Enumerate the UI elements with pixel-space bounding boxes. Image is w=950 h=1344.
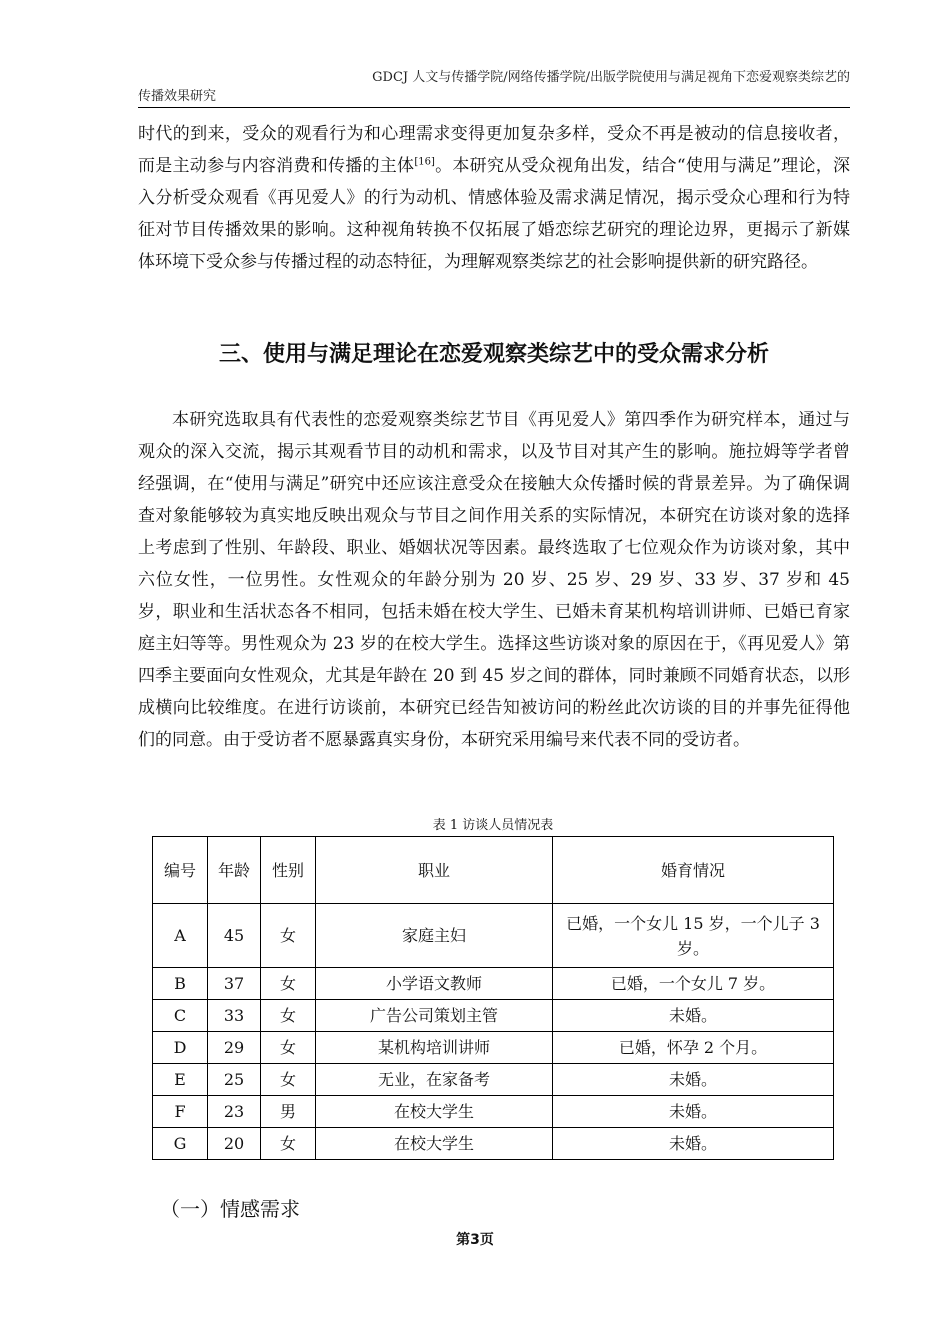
cell-age: 23	[208, 1096, 261, 1128]
paragraph-1-text-b: 。本研究从受众视角出发，结合“使用与满足”理论，深入分析受众观看《再见爱人》的行为动机、情感体验及需求满足情况，揭示受众心理和行为特征对节目传播效果的影响。这种视角转换不仅拓展了婚恋综艺研究的理论边界，更揭示了新媒体环境下受众参与传播过程的动态特征，为理解观察类综艺的社会影响提供新的研究路径。	[138, 156, 850, 272]
table-row	[153, 904, 834, 968]
cell-age: 45	[208, 904, 261, 968]
page-number: 第3页	[456, 1232, 494, 1248]
paragraph-1	[138, 118, 850, 278]
page-header	[138, 68, 850, 106]
table-row	[153, 1032, 834, 1064]
cell-marital: 已婚，一个女儿 15 岁，一个儿子 3 岁。	[553, 904, 834, 968]
header-sex: 性别	[261, 837, 316, 904]
cell-marital: 已婚，一个女儿 7 岁。	[553, 968, 834, 1000]
cell-age: 33	[208, 1000, 261, 1032]
cell-sex: 女	[261, 968, 316, 1000]
citation-mark: [16]	[414, 156, 435, 168]
cell-job: 无业，在家备考	[316, 1064, 553, 1096]
cell-age: 37	[208, 968, 261, 1000]
cell-job: 在校大学生	[316, 1096, 553, 1128]
cell-id: B	[153, 968, 208, 1000]
cell-marital: 未婚。	[553, 1064, 834, 1096]
cell-sex: 女	[261, 1032, 316, 1064]
table-row	[153, 968, 834, 1000]
header-id: 编号	[153, 837, 208, 904]
cell-sex: 女	[261, 904, 316, 968]
table-header-row	[153, 837, 834, 904]
cell-sex: 女	[261, 1064, 316, 1096]
cell-sex: 女	[261, 1128, 316, 1160]
cell-age: 20	[208, 1128, 261, 1160]
paragraph-2: 本研究选取具有代表性的恋爱观察类综艺节目《再见爱人》第四季作为研究样本，通过与观众的深入交流，揭示其观看节目的动机和需求，以及节目对其产生的影响。施拉姆等学者曾经强调，在“使用与满足”研究中还应该注意受众在接触大众传播时候的背景差异。为了确保调查对象能够较为真实地反映出观众与节目之间作用关系的实际情况，本研究在访谈对象的选择上考虑到了性别、年龄段、职业、婚姻状况等因素。最终选取了七位观众作为访谈对象，其中六位女性，一位男性。女性观众的年龄分别为 20 岁、25 岁、29 岁、33 岁、37 岁和 45 岁，职业和生活状态各不相同，包括未婚在校大学生、已婚未育某机构培训讲师、已婚已育家庭主妇等等。男性观众为 23 岁的在校大学生。选择这些访谈对象的原因在于，《再见爱人》第四季主要面向女性观众，尤其是年龄在 20 到 45 岁之间的群体，同时兼顾不同婚育状态，以形成横向比较维度。在进行访谈前，本研究已经告知被访问的粉丝此次访谈的目的并事先征得他们的同意。由于受访者不愿暴露真实身份，本研究采用编号来代表不同的受访者。	[138, 410, 850, 750]
subsection-title: （一）情感需求	[160, 1197, 300, 1221]
table-row	[153, 1128, 834, 1160]
cell-marital: 未婚。	[553, 1000, 834, 1032]
header-age: 年龄	[208, 837, 261, 904]
cell-sex: 男	[261, 1096, 316, 1128]
cell-age: 25	[208, 1064, 261, 1096]
cell-id: E	[153, 1064, 208, 1096]
cell-job: 广告公司策划主管	[316, 1000, 553, 1032]
cell-job: 家庭主妇	[316, 904, 553, 968]
cell-id: G	[153, 1128, 208, 1160]
cell-job: 在校大学生	[316, 1128, 553, 1160]
cell-marital: 未婚。	[553, 1096, 834, 1128]
cell-marital: 已婚，怀孕 2 个月。	[553, 1032, 834, 1064]
table-row	[153, 1064, 834, 1096]
section-title: 三、使用与满足理论在恋爱观察类综艺中的受众需求分析	[218, 342, 769, 367]
cell-job: 小学语文教师	[316, 968, 553, 1000]
table-row	[153, 1096, 834, 1128]
cell-marital: 未婚。	[553, 1128, 834, 1160]
paragraph-1-text-a: 时代的到来，受众的观看行为和心理需求变得更加复杂多样，受众不再是被动的信息接收者，而是主动参与内容消费和传播的主体	[138, 124, 850, 176]
header-divider	[138, 107, 850, 108]
cell-id: C	[153, 1000, 208, 1032]
cell-job: 某机构培训讲师	[316, 1032, 553, 1064]
interviewee-table	[152, 836, 834, 1160]
table-row	[153, 1000, 834, 1032]
cell-id: F	[153, 1096, 208, 1128]
cell-id: A	[153, 904, 208, 968]
cell-age: 29	[208, 1032, 261, 1064]
cell-sex: 女	[261, 1000, 316, 1032]
table-caption: 表 1 访谈人员情况表	[432, 818, 554, 833]
header-line-1: GDCJ 人文与传播学院/网络传播学院/出版学院使用与满足视角下恋爱观察类综艺的	[372, 70, 850, 85]
cell-id: D	[153, 1032, 208, 1064]
header-job: 职业	[316, 837, 553, 904]
header-line-2: 传播效果研究	[138, 89, 217, 104]
header-marital: 婚育情况	[553, 837, 834, 904]
